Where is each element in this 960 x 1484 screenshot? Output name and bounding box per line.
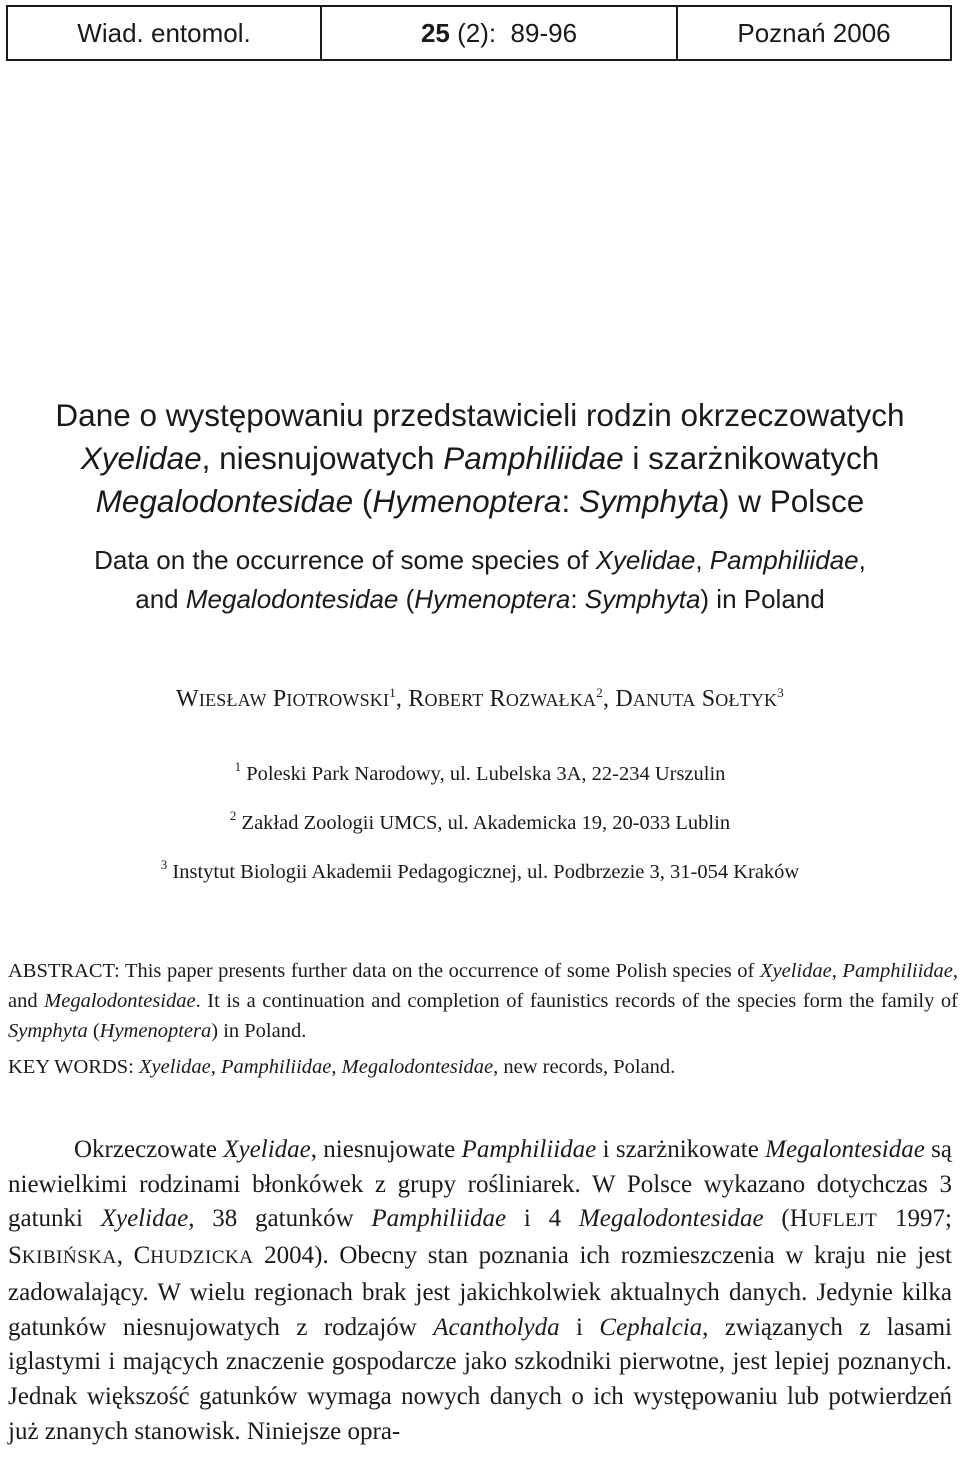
title-en-line-2: [0, 580, 960, 619]
title-pl-line-2: [0, 437, 960, 480]
author-3: DANUTA SOŁTYK$^3$: [615, 685, 784, 712]
taxon: Xyelidae: [595, 545, 696, 575]
taxon: Megalodontesidae: [95, 483, 354, 519]
volume-number: 25: [420, 17, 450, 48]
taxon: Xyelidae: [80, 440, 202, 476]
text-span: (: [353, 483, 373, 519]
affiliations: [0, 746, 960, 893]
text-span: :: [561, 483, 579, 519]
text-span: ,: [695, 545, 710, 575]
title-en-line-1: [0, 541, 960, 580]
place-year: Poznań 2006: [737, 17, 891, 48]
text-span: ) in Poland: [700, 584, 825, 614]
affiliation-2: $^2$ Zakład Zoologii UMCS, ul. Akademicka 19, 20-033 Lublin: [229, 808, 731, 834]
taxon: Hymenoptera: [372, 483, 562, 519]
title-pl-line-1: Dane o występowaniu przedstawicieli rodzin okrzeczowatych: [55, 397, 905, 433]
title-english: [0, 541, 960, 619]
title-polish: [0, 394, 960, 523]
text-span: ,: [858, 545, 866, 575]
text-span: (: [398, 584, 415, 614]
abstract-text: ABSTRACT: This paper presents further data on the occurrence of some Polish species of Xyelidae, Pamphiliidae, and Megalodontesidae. It is a continuation and completion of faunistics records of the species form the family of Symphyta (Hymenoptera) in Poland.: [8, 960, 959, 1042]
affiliation-1: $^1$ Poleski Park Narodowy, ul. Lubelska 3A, 22-234 Urszulin: [234, 759, 726, 785]
text-span: i szarżnikowatych: [623, 440, 880, 476]
journal-name: Wiad. entomol.: [77, 17, 251, 48]
text-span: :: [570, 584, 585, 614]
taxon: Megalodontesidae: [185, 584, 399, 614]
taxon: Symphyta: [584, 584, 701, 614]
intro-paragraph: Okrzeczowate Xyelidae, niesnujowate Pamphiliidae i szarżnikowate Megalontesidae są niewielkimi rodzinami błonkówek z grupy rośliniarek. W Polsce wykazano dotychczas 3 gatunki Xyelidae, 38 gatunków Pamphiliidae i 4 Megalodontesidae (HUFLEJT 1997; SKIBIŃSKA, CHUDZICKA 2004). Obecny stan poznania ich rozmieszczenia w kraju nie jest zadowalający. W wielu regionach brak jest jakichkolwiek aktualnych danych. Jedynie kilka gatunków niesnujowatych z rodzajów Acantholyda i Cephalcia, związanych z lasami iglastymi i mających znaczenie gospodarcze jako szkodniki pierwotne, jest lepiej poznanych. Jednak większość gatunków wymaga nowych danych o ich występowaniu lub potwierdzeń już znanych stanowisk. Niniejsze opra-: [8, 1136, 952, 1445]
text-span: and: [135, 584, 186, 614]
issue-pages: (2): 89-96: [449, 17, 578, 48]
text-span: , niesnujowatych: [201, 440, 444, 476]
keywords: KEY WORDS: Xyelidae, Pamphiliidae, Megalodontesidae, new records, Poland.: [8, 1056, 676, 1078]
taxon: Hymenoptera: [414, 584, 571, 614]
author-1: WIESŁAW PIOTROWSKI$^1$: [176, 685, 396, 712]
author-list: WIESŁAW PIOTROWSKI$^1$, ROBERT ROZWAŁKA$^2$, DANUTA SOŁTYK$^3$: [176, 685, 784, 712]
taxon: Symphyta: [578, 483, 720, 519]
journal-header: [6, 5, 952, 61]
text-span: Data on the occurrence of some species of: [94, 545, 596, 575]
volume-info: [320, 7, 678, 59]
author-2: ROBERT ROZWAŁKA$^2$: [408, 685, 603, 712]
abstract-section: [8, 956, 958, 1082]
taxon: Pamphiliidae: [709, 545, 859, 575]
body-paragraph: [8, 1133, 952, 1449]
text-span: ) w Polsce: [719, 483, 865, 519]
taxon: Pamphiliidae: [443, 440, 624, 476]
affiliation-3: $^3$ Instytut Biologii Akademii Pedagogicznej, ul. Podbrzezie 3, 31-054 Kraków: [160, 857, 800, 883]
title-pl-line-3: [0, 480, 960, 523]
